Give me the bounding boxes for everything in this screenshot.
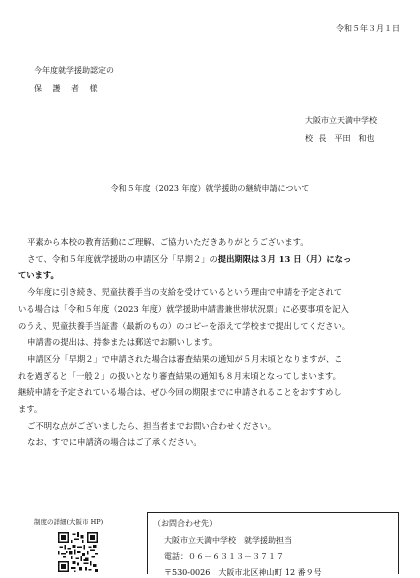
qr-label: 制度の詳細(大阪市 HP) xyxy=(34,518,104,526)
document-date: 令和５年３月１日 xyxy=(336,24,400,33)
deadline-lead: さて、令和５年度就学援助の申請区分「早期２」の xyxy=(27,253,218,264)
paragraph-renewal-3: のうえ、児童扶養手当証書（最新のもの）のコピーを添えて学校まで提出してください。 xyxy=(18,320,351,331)
paragraph-recommend-1: 継続申請を予定されている場合は、ぜひ今回の期限までに申請されることをおすすめし xyxy=(18,387,342,398)
contact-address: 〒530-0026 大阪市北区神山町 12 番９号 xyxy=(164,568,322,577)
recipient-line-2: 保護者様 xyxy=(34,84,108,93)
paragraph-inquiry: ご不明な点がございましたら、担当者までお問い合わせください。 xyxy=(27,420,277,431)
document-title: 令和５年度（2023 年度）就学援助の継続申請について xyxy=(110,184,310,193)
sender-school: 大阪市立天満中学校 xyxy=(305,116,377,125)
paragraph-submission: 申請書の提出は、持参または郵送でお願いします。 xyxy=(27,337,218,348)
sender-principal: 校 長 平田 和也 xyxy=(305,134,375,143)
paragraph-recommend-2: ます。 xyxy=(18,404,43,415)
paragraph-renewal-2: いる場合は「令和５年度（2023 年度）就学援助申請書兼世帯状況票」に必要事項を記入 xyxy=(18,303,349,314)
contact-phone: 電話：０６－６３１３－３７１７ xyxy=(164,552,284,561)
contact-school: 大阪市立天満中学校 就学援助担当 xyxy=(164,536,292,545)
paragraph-deadline xyxy=(18,251,410,268)
deadline-bold-a: 提出期限は３月 13 日（月）になっ xyxy=(217,253,352,264)
qr-code-icon[interactable] xyxy=(58,532,98,572)
contact-heading: （お問合わせ先） xyxy=(153,519,217,528)
letter-body xyxy=(18,234,410,451)
paragraph-note: なお、すでに申請済の場合はご了承ください。 xyxy=(27,437,202,448)
deadline-bold-b: ています。 xyxy=(18,270,59,281)
recipient-line-1: 今年度就学援助認定の xyxy=(34,66,114,75)
paragraph-greeting: 平素から本校の教育活動にご理解、ご協力いただきありがとうございます。 xyxy=(27,237,309,247)
paragraph-renewal-1: 今年度に引き続き、児童扶養手当の支給を受けているという理由で申請を予定されて xyxy=(27,287,343,298)
paragraph-review-2: れを過ぎると「一般２」の扱いとなり審査結果の通知も８月末頃となってしまいます。 xyxy=(18,370,341,381)
paragraph-review-1: 申請区分「早期２」で申請された場合は審査結果の通知が５月末頃となりますが、こ xyxy=(27,353,343,364)
